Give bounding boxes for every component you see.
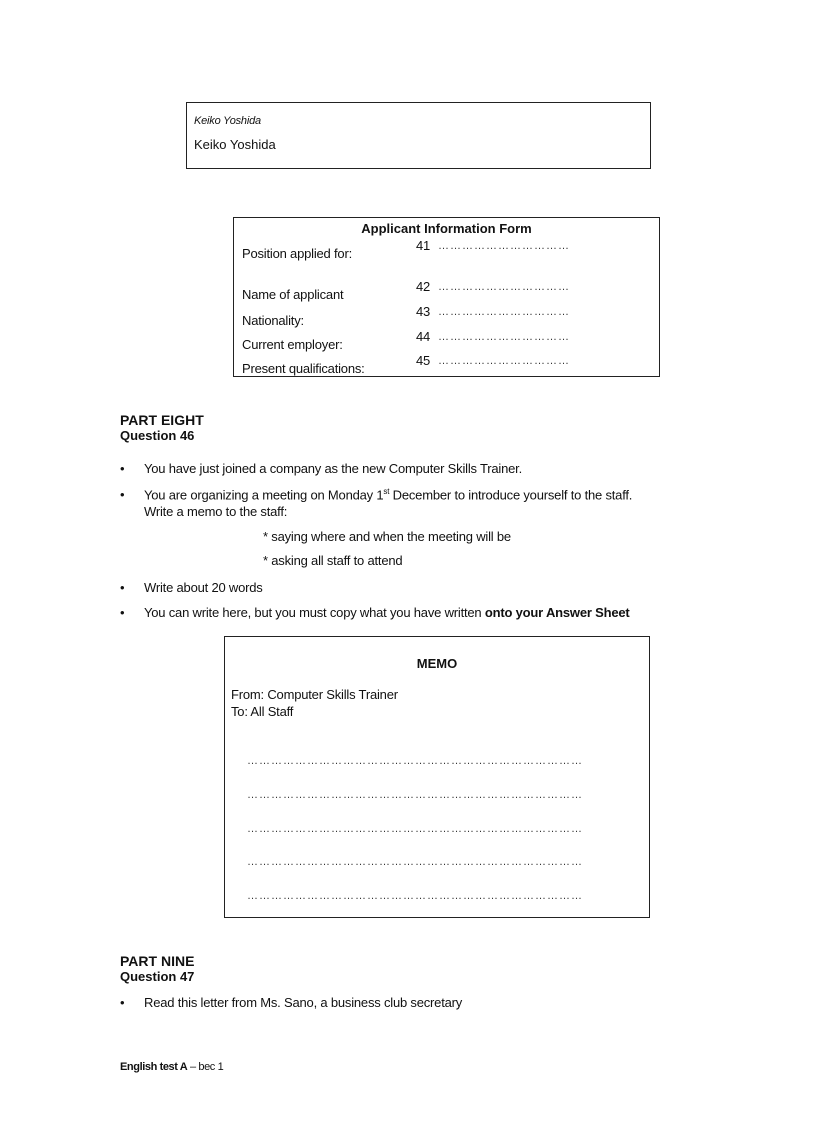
instruction-2 xyxy=(144,487,696,502)
instruction-2-sup: st xyxy=(383,487,390,496)
part-eight-heading: PART EIGHT xyxy=(120,412,204,428)
instruction-2-line2: Write a memo to the staff: xyxy=(144,504,288,519)
instruction-4 xyxy=(144,605,630,620)
page-footer xyxy=(120,1061,223,1073)
memo-line-1[interactable]: ………………………………………………………………………… xyxy=(247,755,583,767)
instruction-3: Write about 20 words xyxy=(144,580,263,595)
part-nine-question: Question 47 xyxy=(120,969,195,984)
form-answer-43[interactable]: …………………………… xyxy=(438,306,570,318)
memo-line-2[interactable]: ………………………………………………………………………… xyxy=(247,789,583,801)
form-label-position: Position applied for: xyxy=(242,246,352,261)
memo-title: MEMO xyxy=(416,656,458,671)
form-label-employer: Current employer: xyxy=(242,337,343,352)
sub-item-where-when: * saying where and when the meeting will be xyxy=(263,529,511,544)
signature-box xyxy=(186,102,651,169)
form-number-43: 43 xyxy=(416,304,431,319)
memo-box xyxy=(224,636,650,918)
memo-line-4[interactable]: ………………………………………………………………………… xyxy=(247,856,583,868)
footer-bold: English test A xyxy=(120,1061,188,1073)
part-nine-instruction: Read this letter from Ms. Sano, a business club secretary xyxy=(144,995,463,1010)
memo-from: From: Computer Skills Trainer xyxy=(231,687,398,702)
form-number-41: 41 xyxy=(416,238,431,253)
bullet-symbol: • xyxy=(120,605,125,620)
instruction-4-start: You can write here, but you must copy what you have written xyxy=(144,605,485,620)
bullet-symbol: • xyxy=(120,487,125,502)
form-number-44: 44 xyxy=(416,329,431,344)
footer-rest: – bec 1 xyxy=(187,1061,224,1073)
bullet-symbol: • xyxy=(120,995,125,1010)
signature-printed: Keiko Yoshida xyxy=(194,137,276,152)
applicant-form xyxy=(233,217,660,377)
instruction-2-start: You are organizing a meeting on Monday 1 xyxy=(144,487,384,503)
form-label-name: Name of applicant xyxy=(242,287,344,302)
memo-to: To: All Staff xyxy=(231,704,294,719)
instruction-4-bold: onto your Answer Sheet xyxy=(484,605,630,620)
instruction-1: You have just joined a company as the new Computer Skills Trainer. xyxy=(144,461,522,476)
form-label-qualifications: Present qualifications: xyxy=(242,361,365,376)
form-label-nationality: Nationality: xyxy=(242,313,304,328)
form-title: Applicant Information Form xyxy=(361,221,532,236)
form-number-42: 42 xyxy=(416,279,431,294)
instruction-2-end: December to introduce yourself to the staff. xyxy=(389,487,633,503)
sub-item-attend: * asking all staff to attend xyxy=(263,553,403,568)
form-answer-44[interactable]: …………………………… xyxy=(438,331,570,343)
form-answer-45[interactable]: …………………………… xyxy=(438,355,570,367)
bullet-symbol: • xyxy=(120,461,125,476)
part-eight-question: Question 46 xyxy=(120,428,195,443)
memo-line-3[interactable]: ………………………………………………………………………… xyxy=(247,823,583,835)
form-answer-41[interactable]: …………………………… xyxy=(438,240,570,252)
memo-line-5[interactable]: ………………………………………………………………………… xyxy=(247,890,583,902)
form-answer-42[interactable]: …………………………… xyxy=(438,281,570,293)
signature-handwritten: Keiko Yoshida xyxy=(194,115,261,127)
bullet-symbol: • xyxy=(120,580,125,595)
form-number-45: 45 xyxy=(416,353,431,368)
part-nine-heading: PART NINE xyxy=(120,953,195,969)
